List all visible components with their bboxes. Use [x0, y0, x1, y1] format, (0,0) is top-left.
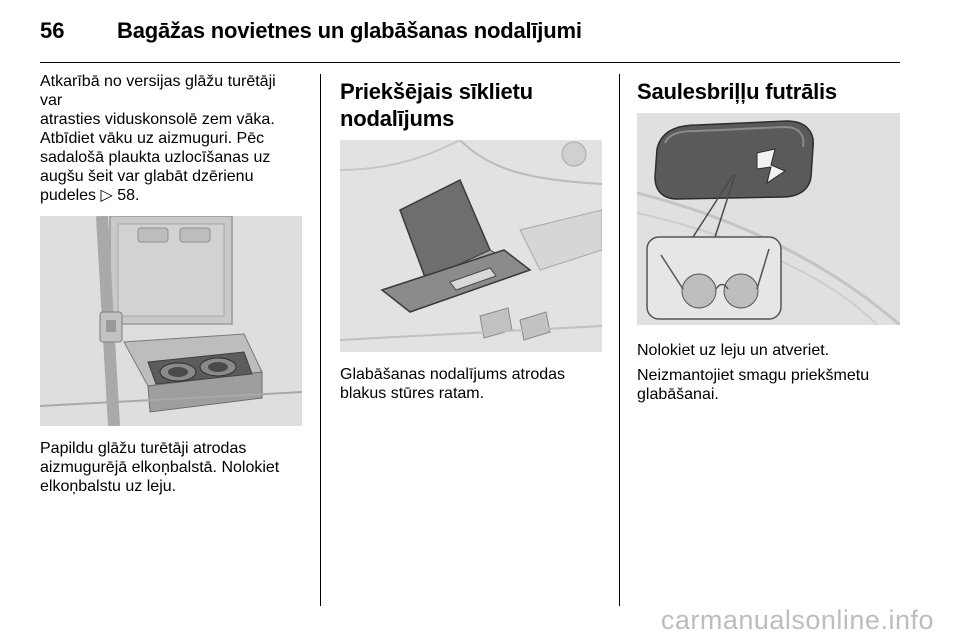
- open-instruction: Nolokiet uz leju un atveriet.: [637, 342, 830, 359]
- text-line: Atkarībā no versijas glāžu turētāji var: [40, 73, 276, 109]
- text-line: Papildu glāžu turētāji atrodas: [40, 440, 247, 457]
- text-line: glabāšanai.: [637, 386, 719, 403]
- watermark: carmanualsonline.info: [660, 605, 934, 635]
- text-line: atrasties viduskonsolē zem vāka.: [40, 111, 275, 128]
- section-heading: [340, 78, 602, 132]
- front-storage-compartment-illustration: [340, 140, 602, 352]
- sunglasses-holder-illustration: [637, 113, 900, 325]
- page-number: 56: [40, 18, 65, 43]
- heading-line: nodalījums: [340, 106, 455, 131]
- text-line: pudeles: [40, 187, 101, 204]
- section-heading: Saulesbriļļu futrālis: [637, 79, 837, 104]
- column-3: [637, 72, 900, 404]
- text-line: Atbīdiet vāku uz aizmuguri. Pēc: [40, 130, 265, 147]
- heavy-objects-warning: [637, 366, 900, 404]
- header-rule: [40, 62, 900, 63]
- text-line: elkoņbalstu uz leju.: [40, 478, 177, 495]
- column-1: [40, 72, 302, 496]
- text-line: aizmugurējā elkoņbalstā. Nolokiet: [40, 459, 280, 476]
- column-2: [340, 72, 602, 403]
- column-divider: [320, 74, 321, 606]
- rear-armrest-cupholder-illustration: [40, 216, 302, 426]
- intro-paragraph: [40, 72, 302, 205]
- page-reference-arrow-icon[interactable]: ▷: [100, 187, 113, 204]
- text-line: Glabāšanas nodalījums atrodas: [340, 366, 566, 383]
- page-title: Bagāžas novietnes un glabāšanas nodalījumi: [117, 18, 582, 43]
- text-line: Neizmantojiet smagu priekšmetu: [637, 367, 870, 384]
- rear-cupholder-caption: [40, 439, 302, 496]
- text-line: augšu šeit var glabāt dzērienu: [40, 168, 254, 185]
- text-line: blakus stūres ratam.: [340, 385, 485, 402]
- page-reference[interactable]: 58.: [112, 187, 140, 204]
- heading-line: Priekšējais sīklietu: [340, 79, 533, 104]
- column-divider: [619, 74, 620, 606]
- text-line: sadalošā plaukta uzlocīšanas uz: [40, 149, 271, 166]
- front-compartment-caption: [340, 365, 602, 403]
